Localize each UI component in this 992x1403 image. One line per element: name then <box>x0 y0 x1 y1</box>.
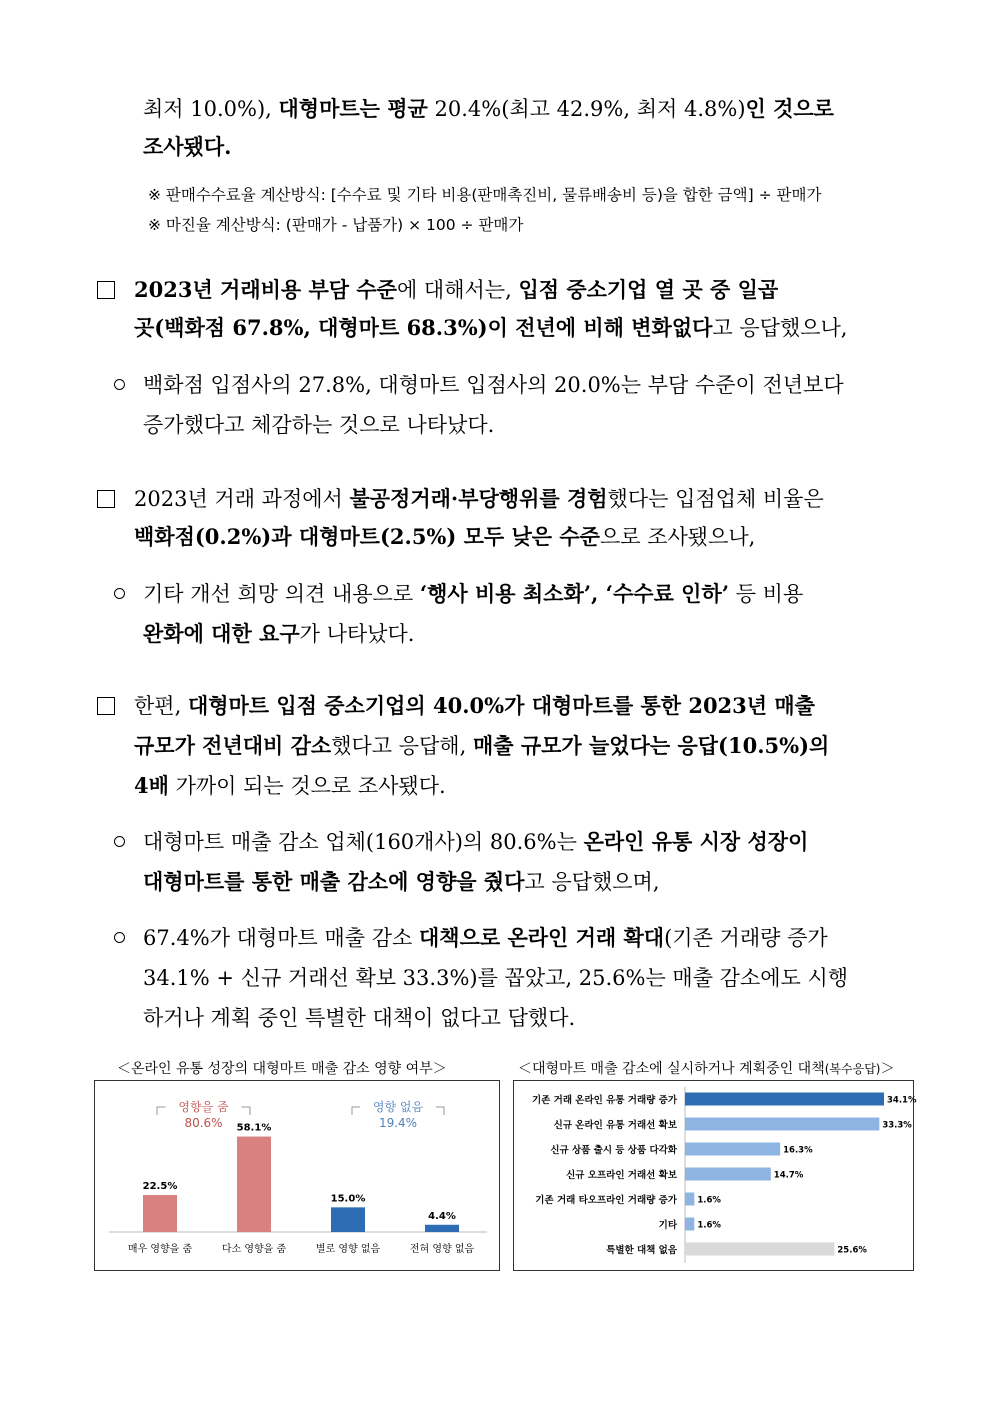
data-label: 25.6% <box>837 1245 867 1256</box>
bold-text: 규모가 전년대비 감소 <box>134 733 332 758</box>
bold-text: 4배 <box>134 773 169 798</box>
bold-text: 대형마트는 평균 <box>278 96 428 121</box>
chart2-title-note: (복수응답) <box>824 1062 881 1076</box>
category-label: 특별한 대책 없음 <box>606 1245 677 1256</box>
bold-text: 온라인 유통 시장 성장이 <box>583 829 809 854</box>
text: 기타 개선 희망 의견 내용으로 <box>143 582 420 606</box>
chart1-svg <box>95 1081 499 1270</box>
data-label: 1.6% <box>697 1220 721 1231</box>
section-box-bullet <box>97 697 115 715</box>
bar <box>425 1225 459 1232</box>
category-label: 신규 온라인 유통 거래선 확보 <box>553 1120 677 1131</box>
section2-sub-line-2 <box>143 619 414 649</box>
bar <box>685 1143 780 1156</box>
data-label: 15.0% <box>330 1193 366 1205</box>
group-value: 80.6% <box>184 1116 223 1130</box>
bar <box>685 1243 834 1256</box>
footnote-commission-rate: ※ 판매수수료율 계산방식: [수수료 및 기타 비용(판매촉진비, 물류배송비 등)을 합한 금액] ÷ 판매가 <box>148 186 822 204</box>
bold-text: 입점 중소기업 열 곳 중 일곱 <box>518 277 779 302</box>
section1-sub-line-1: 백화점 입점사의 27.8%, 대형마트 입점사의 20.0%는 부담 수준이 전년보다 <box>143 373 844 397</box>
bold-text: 곳(백화점 67.8%, 대형마트 68.3%)이 전년에 비해 변화없다 <box>134 315 713 340</box>
text: 2023년 거래 과정에서 <box>134 487 350 511</box>
bold-text: 불공정거래·부당행위를 경험 <box>349 486 608 511</box>
circle-bullet <box>114 836 125 847</box>
text: 가까이 되는 것으로 조사됐다. <box>168 774 446 798</box>
chart1-title: ＜온라인 유통 성장의 대형마트 매출 감소 영향 여부＞ <box>117 1061 447 1077</box>
section3-line-2 <box>134 731 829 761</box>
group-label: 영향을 줌 <box>178 1100 229 1114</box>
chart2-title <box>518 1058 894 1078</box>
group-label: 영향 없음 <box>372 1100 424 1114</box>
chart2-frame <box>513 1080 917 1271</box>
section2-sub-line-1 <box>143 579 803 609</box>
bold-text: 매출 규모가 늘었다는 응답(10.5%)의 <box>472 733 830 758</box>
section3-sub2-line-1 <box>143 923 828 953</box>
data-label: 22.5% <box>142 1181 178 1193</box>
chart2-title-text: ＜대형마트 매출 감소에 실시하거나 계획중인 대책 <box>518 1061 825 1077</box>
bold-text: 인 것으로 <box>745 96 834 121</box>
bold-text: 2023년 거래비용 부담 수준 <box>134 277 397 302</box>
category-label: 별로 영향 없음 <box>315 1244 381 1255</box>
category-label: 기타 <box>658 1220 677 1231</box>
bar <box>143 1195 177 1232</box>
bold-text: 백화점(0.2%)과 대형마트(2.5%) 모두 낮은 수준 <box>134 524 600 549</box>
text: 했다고 응답해, <box>331 734 473 758</box>
text: 고 응답했으며, <box>524 870 660 894</box>
section1-line-2 <box>134 313 847 343</box>
section3-line-3 <box>134 771 446 801</box>
bar <box>685 1118 879 1131</box>
bar <box>685 1093 884 1106</box>
category-label: 기존 거래 온라인 유통 거래량 증가 <box>531 1095 677 1106</box>
circle-bullet <box>114 588 125 599</box>
bar <box>685 1168 771 1181</box>
data-label: 34.1% <box>887 1095 917 1106</box>
data-label: 16.3% <box>783 1145 813 1156</box>
category-label: 전혀 영향 없음 <box>409 1244 475 1255</box>
intro-line-2: 조사됐다. <box>143 134 232 159</box>
text: 67.4%가 대형마트 매출 감소 <box>143 926 419 950</box>
text: 최저 10.0%), <box>143 97 279 121</box>
section3-sub2-line-3: 하거나 계획 중인 특별한 대책이 없다고 답했다. <box>143 1006 576 1030</box>
section3-sub2-line-2: 34.1% + 신규 거래선 확보 33.3%)를 꼽았고, 25.6%는 매출 감소에도 시행 <box>143 966 849 990</box>
section3-sub1-line-1 <box>143 827 808 857</box>
text: 한편, <box>134 694 188 718</box>
section2-line-2 <box>134 522 755 552</box>
section2-line-1 <box>134 484 824 514</box>
bar <box>331 1207 365 1232</box>
data-label: 33.3% <box>882 1120 912 1131</box>
category-label: 신규 오프라인 거래선 확보 <box>566 1170 677 1181</box>
chart2-svg <box>514 1081 917 1270</box>
category-label: 신규 상품 출시 등 상품 다각화 <box>550 1145 677 1156</box>
data-label: 14.7% <box>773 1170 804 1181</box>
data-label: 4.4% <box>428 1210 456 1222</box>
text: 20.4%(최고 42.9%, 최저 4.8%) <box>427 97 746 121</box>
category-label: 기존 거래 타오프라인 거래량 증가 <box>535 1195 677 1206</box>
section-box-bullet <box>97 281 115 299</box>
text: 가 나타났다. <box>299 622 415 646</box>
text: 등 비용 <box>729 582 804 606</box>
bar <box>685 1193 694 1206</box>
bar <box>685 1218 694 1231</box>
circle-bullet <box>114 379 125 390</box>
data-label: 1.6% <box>697 1195 721 1206</box>
bold-text: ‘행사 비용 최소화’, ‘수수료 인하’ <box>419 581 730 606</box>
footnote-margin-rate: ※ 마진율 계산방식: (판매가 - 납품가) × 100 ÷ 판매가 <box>148 216 524 234</box>
bold-text: 완화에 대한 요구 <box>143 621 300 646</box>
data-label: 58.1% <box>236 1122 272 1134</box>
text: 에 대해서는, <box>396 278 519 302</box>
chart2-title-end: ＞ <box>880 1061 895 1077</box>
section3-line-1 <box>134 691 815 721</box>
bold-text: 대형마트 입점 중소기업의 40.0%가 대형마트를 통한 2023년 매출 <box>187 693 815 718</box>
section1-sub-line-2: 증가했다고 체감하는 것으로 나타났다. <box>143 413 495 437</box>
text: (기존 거래량 증가 <box>664 926 828 950</box>
bold-text: 대형마트를 통한 매출 감소에 영향을 줬다 <box>143 869 525 894</box>
text: 고 응답했으나, <box>712 316 848 340</box>
section3-sub1-line-2 <box>143 867 660 897</box>
group-value: 19.4% <box>378 1116 418 1130</box>
bold-text: 대책으로 온라인 거래 확대 <box>419 925 665 950</box>
intro-line-1 <box>143 94 834 124</box>
bar <box>237 1137 271 1232</box>
circle-bullet <box>114 932 125 943</box>
section1-line-1 <box>134 275 778 305</box>
text: 대형마트 매출 감소 업체(160개사)의 80.6%는 <box>143 830 584 854</box>
category-label: 매우 영향을 줌 <box>127 1244 193 1255</box>
text: 했다는 입점업체 비율은 <box>607 487 824 511</box>
text: 으로 조사됐으나, <box>599 525 756 549</box>
chart1-frame <box>94 1080 500 1271</box>
category-label: 다소 영향을 줌 <box>221 1244 287 1255</box>
section-box-bullet <box>97 490 115 508</box>
